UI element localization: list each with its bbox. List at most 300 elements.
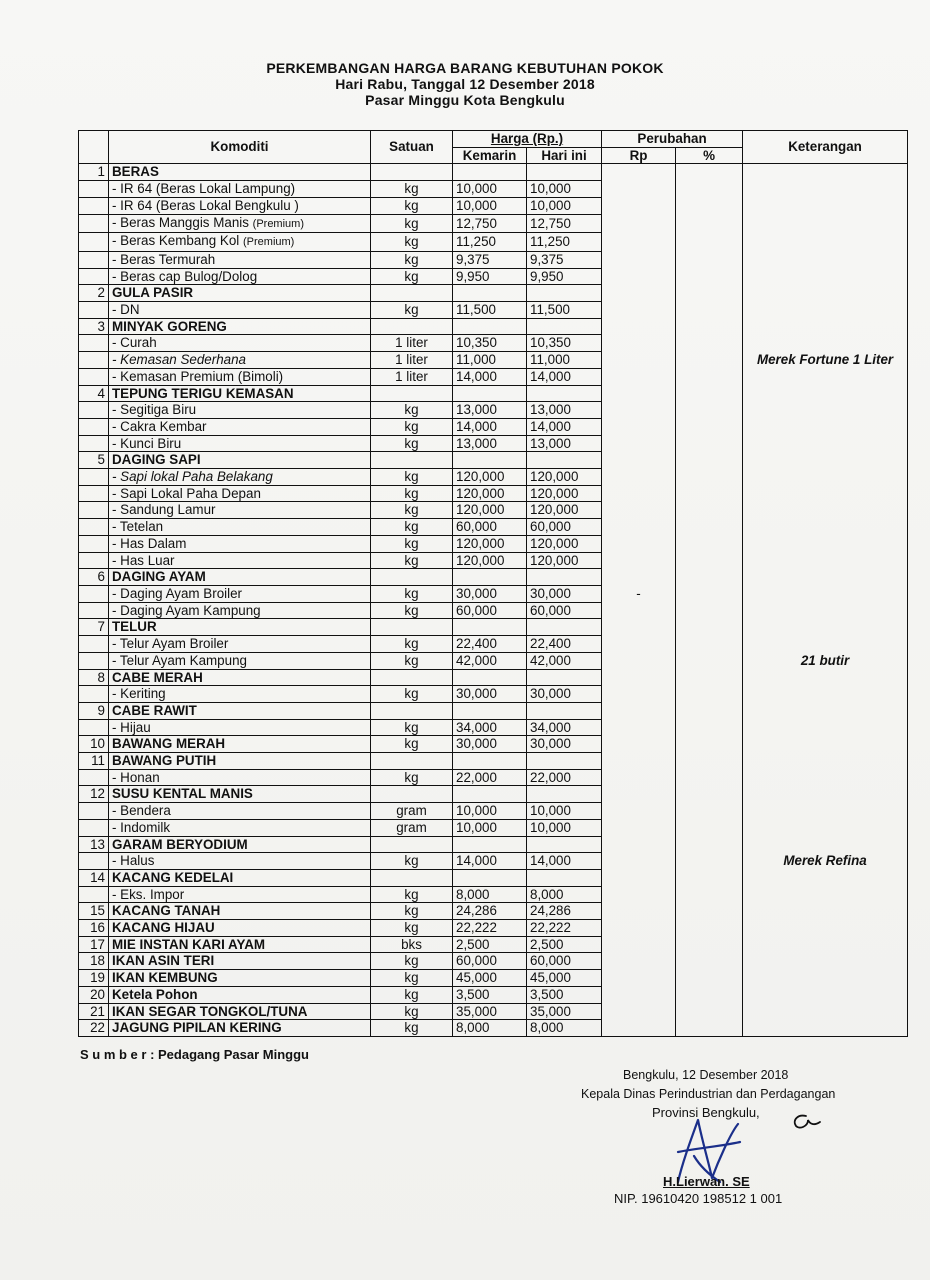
row-rp bbox=[602, 302, 676, 319]
row-number bbox=[79, 636, 109, 653]
row-kemarin: 60,000 bbox=[453, 602, 527, 619]
source-note: S u m b e r : Pedagang Pasar Minggu bbox=[80, 1047, 309, 1062]
komoditi-label: MINYAK GORENG bbox=[112, 318, 227, 334]
row-number: 1 bbox=[79, 164, 109, 181]
row-komoditi bbox=[109, 502, 371, 519]
row-rp bbox=[602, 469, 676, 486]
row-satuan bbox=[371, 869, 453, 886]
komoditi-label: SUSU KENTAL MANIS bbox=[112, 786, 253, 802]
row-kemarin: 42,000 bbox=[453, 652, 527, 669]
row-number: 21 bbox=[79, 1003, 109, 1020]
komoditi-label: - IR 64 (Beras Lokal Lampung) bbox=[112, 181, 296, 197]
row-pct bbox=[676, 636, 743, 653]
row-pct bbox=[676, 585, 743, 602]
row-pct bbox=[676, 164, 743, 181]
row-number: 9 bbox=[79, 702, 109, 719]
row-hari-ini: 11,500 bbox=[527, 302, 602, 319]
table-row bbox=[79, 886, 908, 903]
row-kemarin: 11,250 bbox=[453, 233, 527, 252]
table-row bbox=[79, 302, 908, 319]
row-hari-ini bbox=[527, 753, 602, 770]
row-komoditi bbox=[109, 435, 371, 452]
row-kemarin: 14,000 bbox=[453, 418, 527, 435]
row-komoditi bbox=[109, 652, 371, 669]
row-pct bbox=[676, 936, 743, 953]
signature-province: Provinsi Bengkulu, bbox=[652, 1105, 760, 1120]
row-rp bbox=[602, 197, 676, 214]
row-pct bbox=[676, 251, 743, 268]
row-kemarin: 3,500 bbox=[453, 986, 527, 1003]
row-komoditi bbox=[109, 352, 371, 369]
row-kemarin: 10,000 bbox=[453, 197, 527, 214]
row-keterangan bbox=[743, 469, 908, 486]
row-pct bbox=[676, 552, 743, 569]
document-location: Pasar Minggu Kota Bengkulu bbox=[365, 92, 565, 108]
row-keterangan bbox=[743, 181, 908, 198]
row-kemarin: 45,000 bbox=[453, 970, 527, 987]
row-satuan bbox=[371, 385, 453, 402]
row-kemarin: 30,000 bbox=[453, 736, 527, 753]
row-komoditi bbox=[109, 970, 371, 987]
header-rp: Rp bbox=[602, 147, 676, 164]
row-keterangan bbox=[743, 819, 908, 836]
row-hari-ini: 30,000 bbox=[527, 736, 602, 753]
row-pct bbox=[676, 869, 743, 886]
row-number bbox=[79, 819, 109, 836]
row-rp bbox=[602, 368, 676, 385]
row-keterangan: 21 butir bbox=[743, 652, 908, 669]
row-satuan: kg bbox=[371, 1003, 453, 1020]
table-category-row bbox=[79, 986, 908, 1003]
row-pct bbox=[676, 485, 743, 502]
price-table-body bbox=[79, 164, 908, 1037]
row-rp bbox=[602, 251, 676, 268]
row-satuan: kg bbox=[371, 970, 453, 987]
row-keterangan bbox=[743, 435, 908, 452]
row-number bbox=[79, 251, 109, 268]
row-satuan bbox=[371, 702, 453, 719]
row-number: 19 bbox=[79, 970, 109, 987]
row-rp: - bbox=[602, 585, 676, 602]
row-number: 12 bbox=[79, 786, 109, 803]
row-satuan: kg bbox=[371, 886, 453, 903]
row-rp bbox=[602, 736, 676, 753]
row-rp bbox=[602, 903, 676, 920]
row-rp bbox=[602, 986, 676, 1003]
row-pct bbox=[676, 920, 743, 937]
table-row bbox=[79, 552, 908, 569]
row-komoditi bbox=[109, 452, 371, 469]
komoditi-label: DAGING SAPI bbox=[112, 452, 201, 468]
row-rp bbox=[602, 602, 676, 619]
row-rp bbox=[602, 418, 676, 435]
row-komoditi bbox=[109, 585, 371, 602]
row-number bbox=[79, 335, 109, 352]
komoditi-label: TEPUNG TERIGU KEMASAN bbox=[112, 385, 294, 401]
row-keterangan bbox=[743, 585, 908, 602]
table-row bbox=[79, 803, 908, 820]
row-satuan bbox=[371, 569, 453, 586]
table-row bbox=[79, 485, 908, 502]
row-satuan: kg bbox=[371, 636, 453, 653]
row-keterangan bbox=[743, 803, 908, 820]
row-hari-ini: 12,750 bbox=[527, 214, 602, 233]
row-kemarin bbox=[453, 164, 527, 181]
row-satuan: bks bbox=[371, 936, 453, 953]
row-hari-ini bbox=[527, 285, 602, 302]
row-hari-ini: 60,000 bbox=[527, 602, 602, 619]
komoditi-label: - Telur Ayam Broiler bbox=[112, 636, 229, 652]
row-rp bbox=[602, 552, 676, 569]
row-pct bbox=[676, 953, 743, 970]
row-rp bbox=[602, 1020, 676, 1037]
price-table bbox=[78, 130, 908, 1037]
komoditi-label: BERAS bbox=[112, 164, 159, 180]
row-number bbox=[79, 352, 109, 369]
row-keterangan bbox=[743, 769, 908, 786]
row-keterangan bbox=[743, 552, 908, 569]
row-satuan bbox=[371, 669, 453, 686]
row-kemarin: 10,000 bbox=[453, 803, 527, 820]
komoditi-label: - IR 64 (Beras Lokal Bengkulu ) bbox=[112, 197, 299, 213]
table-row bbox=[79, 352, 908, 369]
komoditi-label: - Kunci Biru bbox=[112, 435, 182, 451]
row-hari-ini: 8,000 bbox=[527, 1020, 602, 1037]
row-keterangan bbox=[743, 786, 908, 803]
table-row bbox=[79, 686, 908, 703]
komoditi-label: IKAN KEMBUNG bbox=[112, 970, 218, 986]
table-row bbox=[79, 853, 908, 870]
komoditi-label: KACANG HIJAU bbox=[112, 920, 215, 936]
row-kemarin bbox=[453, 285, 527, 302]
document-title: PERKEMBANGAN HARGA BARANG KEBUTUHAN POKOK bbox=[266, 60, 664, 76]
komoditi-label: Ketela Pohon bbox=[112, 986, 198, 1002]
row-komoditi bbox=[109, 519, 371, 536]
table-row bbox=[79, 268, 908, 285]
row-kemarin: 120,000 bbox=[453, 469, 527, 486]
table-category-row bbox=[79, 836, 908, 853]
row-pct bbox=[676, 452, 743, 469]
komoditi-label: - Tetelan bbox=[112, 519, 164, 535]
row-pct bbox=[676, 986, 743, 1003]
row-number bbox=[79, 469, 109, 486]
row-number bbox=[79, 197, 109, 214]
row-kemarin: 14,000 bbox=[453, 853, 527, 870]
row-hari-ini: 45,000 bbox=[527, 970, 602, 987]
row-kemarin bbox=[453, 385, 527, 402]
row-hari-ini: 60,000 bbox=[527, 519, 602, 536]
row-hari-ini: 14,000 bbox=[527, 418, 602, 435]
row-number bbox=[79, 485, 109, 502]
row-pct bbox=[676, 886, 743, 903]
row-kemarin: 22,400 bbox=[453, 636, 527, 653]
row-keterangan bbox=[743, 753, 908, 770]
row-satuan: kg bbox=[371, 233, 453, 252]
komoditi-grade: (Premium) bbox=[252, 217, 304, 230]
table-category-row bbox=[79, 736, 908, 753]
row-pct bbox=[676, 469, 743, 486]
row-keterangan bbox=[743, 519, 908, 536]
row-pct bbox=[676, 435, 743, 452]
row-pct bbox=[676, 402, 743, 419]
row-satuan: kg bbox=[371, 552, 453, 569]
row-pct bbox=[676, 702, 743, 719]
row-keterangan bbox=[743, 920, 908, 937]
row-keterangan bbox=[743, 214, 908, 233]
table-row bbox=[79, 519, 908, 536]
row-rp bbox=[602, 970, 676, 987]
row-kemarin: 60,000 bbox=[453, 953, 527, 970]
row-number bbox=[79, 552, 109, 569]
table-row bbox=[79, 719, 908, 736]
komoditi-label: BAWANG PUTIH bbox=[112, 753, 217, 769]
row-number bbox=[79, 302, 109, 319]
row-number bbox=[79, 719, 109, 736]
row-rp bbox=[602, 702, 676, 719]
row-keterangan bbox=[743, 986, 908, 1003]
row-hari-ini: 10,000 bbox=[527, 197, 602, 214]
row-number: 10 bbox=[79, 736, 109, 753]
table-row bbox=[79, 197, 908, 214]
komoditi-grade: (Premium) bbox=[243, 236, 295, 249]
row-pct bbox=[676, 736, 743, 753]
row-keterangan bbox=[743, 402, 908, 419]
row-satuan: kg bbox=[371, 214, 453, 233]
row-kemarin: 8,000 bbox=[453, 886, 527, 903]
row-satuan bbox=[371, 285, 453, 302]
row-keterangan bbox=[743, 197, 908, 214]
row-satuan: kg bbox=[371, 853, 453, 870]
row-rp bbox=[602, 869, 676, 886]
row-kemarin: 120,000 bbox=[453, 502, 527, 519]
row-number bbox=[79, 435, 109, 452]
table-row bbox=[79, 469, 908, 486]
row-keterangan bbox=[743, 669, 908, 686]
row-rp bbox=[602, 769, 676, 786]
row-hari-ini: 10,350 bbox=[527, 335, 602, 352]
row-number: 20 bbox=[79, 986, 109, 1003]
row-keterangan bbox=[743, 836, 908, 853]
komoditi-label: DAGING AYAM bbox=[112, 569, 206, 585]
row-komoditi bbox=[109, 214, 371, 233]
row-hari-ini: 10,000 bbox=[527, 803, 602, 820]
row-rp bbox=[602, 335, 676, 352]
row-rp bbox=[602, 164, 676, 181]
row-komoditi bbox=[109, 485, 371, 502]
header-hari-ini: Hari ini bbox=[527, 147, 602, 164]
row-hari-ini: 8,000 bbox=[527, 886, 602, 903]
komoditi-label: - Beras Manggis Manis bbox=[112, 214, 253, 230]
row-hari-ini: 3,500 bbox=[527, 986, 602, 1003]
row-number: 11 bbox=[79, 753, 109, 770]
row-rp bbox=[602, 1003, 676, 1020]
row-keterangan bbox=[743, 502, 908, 519]
signature-place-date: Bengkulu, 12 Desember 2018 bbox=[623, 1068, 789, 1082]
row-kemarin bbox=[453, 836, 527, 853]
row-number: 5 bbox=[79, 452, 109, 469]
table-row bbox=[79, 652, 908, 669]
row-number bbox=[79, 181, 109, 198]
row-keterangan bbox=[743, 318, 908, 335]
row-satuan: kg bbox=[371, 302, 453, 319]
row-hari-ini: 9,375 bbox=[527, 251, 602, 268]
row-pct bbox=[676, 233, 743, 252]
row-kemarin bbox=[453, 569, 527, 586]
row-kemarin: 30,000 bbox=[453, 686, 527, 703]
row-kemarin: 120,000 bbox=[453, 535, 527, 552]
komoditi-label: JAGUNG PIPILAN KERING bbox=[112, 1020, 282, 1036]
row-satuan: kg bbox=[371, 268, 453, 285]
row-pct bbox=[676, 385, 743, 402]
table-category-row bbox=[79, 702, 908, 719]
row-hari-ini bbox=[527, 669, 602, 686]
row-komoditi bbox=[109, 803, 371, 820]
row-satuan bbox=[371, 836, 453, 853]
row-satuan: kg bbox=[371, 181, 453, 198]
row-rp bbox=[602, 214, 676, 233]
row-hari-ini: 120,000 bbox=[527, 469, 602, 486]
row-number bbox=[79, 686, 109, 703]
document-date: Hari Rabu, Tanggal 12 Desember 2018 bbox=[335, 76, 595, 92]
row-hari-ini: 30,000 bbox=[527, 585, 602, 602]
row-keterangan: Merek Fortune 1 Liter bbox=[743, 352, 908, 369]
row-rp bbox=[602, 233, 676, 252]
row-rp bbox=[602, 686, 676, 703]
row-pct bbox=[676, 970, 743, 987]
row-satuan: kg bbox=[371, 519, 453, 536]
row-kemarin: 14,000 bbox=[453, 368, 527, 385]
table-category-row bbox=[79, 569, 908, 586]
komoditi-label: KACANG TANAH bbox=[112, 903, 221, 919]
row-pct bbox=[676, 285, 743, 302]
row-rp bbox=[602, 652, 676, 669]
row-satuan: kg bbox=[371, 1020, 453, 1037]
row-keterangan bbox=[743, 953, 908, 970]
row-hari-ini bbox=[527, 836, 602, 853]
row-number bbox=[79, 368, 109, 385]
row-pct bbox=[676, 368, 743, 385]
row-komoditi bbox=[109, 302, 371, 319]
row-number bbox=[79, 769, 109, 786]
row-komoditi bbox=[109, 268, 371, 285]
row-komoditi bbox=[109, 819, 371, 836]
row-kemarin bbox=[453, 753, 527, 770]
row-kemarin: 11,000 bbox=[453, 352, 527, 369]
row-hari-ini: 120,000 bbox=[527, 485, 602, 502]
row-kemarin: 12,750 bbox=[453, 214, 527, 233]
komoditi-label: KACANG KEDELAI bbox=[112, 869, 234, 885]
row-kemarin bbox=[453, 869, 527, 886]
row-komoditi bbox=[109, 402, 371, 419]
row-satuan: kg bbox=[371, 502, 453, 519]
row-hari-ini bbox=[527, 786, 602, 803]
table-category-row bbox=[79, 385, 908, 402]
table-row bbox=[79, 335, 908, 352]
row-rp bbox=[602, 385, 676, 402]
table-category-row bbox=[79, 318, 908, 335]
table-row bbox=[79, 585, 908, 602]
row-keterangan bbox=[743, 869, 908, 886]
row-rp bbox=[602, 318, 676, 335]
row-hari-ini: 22,000 bbox=[527, 769, 602, 786]
row-rp bbox=[602, 886, 676, 903]
row-pct bbox=[676, 803, 743, 820]
table-category-row bbox=[79, 619, 908, 636]
row-komoditi bbox=[109, 233, 371, 252]
row-satuan bbox=[371, 164, 453, 181]
header-kemarin: Kemarin bbox=[453, 147, 527, 164]
row-komoditi bbox=[109, 418, 371, 435]
row-satuan: kg bbox=[371, 535, 453, 552]
row-rp bbox=[602, 836, 676, 853]
row-rp bbox=[602, 803, 676, 820]
row-satuan: kg bbox=[371, 719, 453, 736]
row-rp bbox=[602, 502, 676, 519]
table-category-row bbox=[79, 869, 908, 886]
row-pct bbox=[676, 268, 743, 285]
row-keterangan bbox=[743, 535, 908, 552]
header-satuan: Satuan bbox=[371, 131, 453, 164]
row-satuan: 1 liter bbox=[371, 352, 453, 369]
table-row bbox=[79, 251, 908, 268]
row-hari-ini bbox=[527, 385, 602, 402]
row-hari-ini bbox=[527, 569, 602, 586]
table-category-row bbox=[79, 1020, 908, 1037]
row-keterangan bbox=[743, 636, 908, 653]
row-pct bbox=[676, 836, 743, 853]
komoditi-label: IKAN ASIN TERI bbox=[112, 953, 215, 969]
row-keterangan bbox=[743, 736, 908, 753]
row-satuan: 1 liter bbox=[371, 368, 453, 385]
row-satuan bbox=[371, 753, 453, 770]
row-rp bbox=[602, 402, 676, 419]
header-pct: % bbox=[676, 147, 743, 164]
row-satuan bbox=[371, 619, 453, 636]
komoditi-label: - Telur Ayam Kampung bbox=[112, 652, 247, 668]
table-row bbox=[79, 636, 908, 653]
row-pct bbox=[676, 669, 743, 686]
komoditi-label: - Keriting bbox=[112, 686, 166, 702]
table-row bbox=[79, 181, 908, 198]
row-satuan: kg bbox=[371, 920, 453, 937]
row-rp bbox=[602, 435, 676, 452]
komoditi-label: CABE RAWIT bbox=[112, 702, 197, 718]
row-keterangan bbox=[743, 619, 908, 636]
row-komoditi bbox=[109, 602, 371, 619]
komoditi-label: - Sapi Lokal Paha Depan bbox=[112, 485, 261, 501]
row-number: 16 bbox=[79, 920, 109, 937]
row-hari-ini: 42,000 bbox=[527, 652, 602, 669]
row-keterangan bbox=[743, 903, 908, 920]
row-pct bbox=[676, 769, 743, 786]
row-komoditi bbox=[109, 164, 371, 181]
row-number bbox=[79, 535, 109, 552]
row-pct bbox=[676, 535, 743, 552]
row-komoditi bbox=[109, 636, 371, 653]
komoditi-label: CABE MERAH bbox=[112, 669, 203, 685]
komoditi-label: - Hijau bbox=[112, 719, 151, 735]
row-hari-ini: 13,000 bbox=[527, 402, 602, 419]
row-hari-ini bbox=[527, 452, 602, 469]
row-komoditi bbox=[109, 1020, 371, 1037]
row-pct bbox=[676, 753, 743, 770]
table-category-row bbox=[79, 970, 908, 987]
row-satuan: kg bbox=[371, 435, 453, 452]
row-number bbox=[79, 418, 109, 435]
table-category-row bbox=[79, 1003, 908, 1020]
row-kemarin bbox=[453, 318, 527, 335]
row-komoditi bbox=[109, 251, 371, 268]
